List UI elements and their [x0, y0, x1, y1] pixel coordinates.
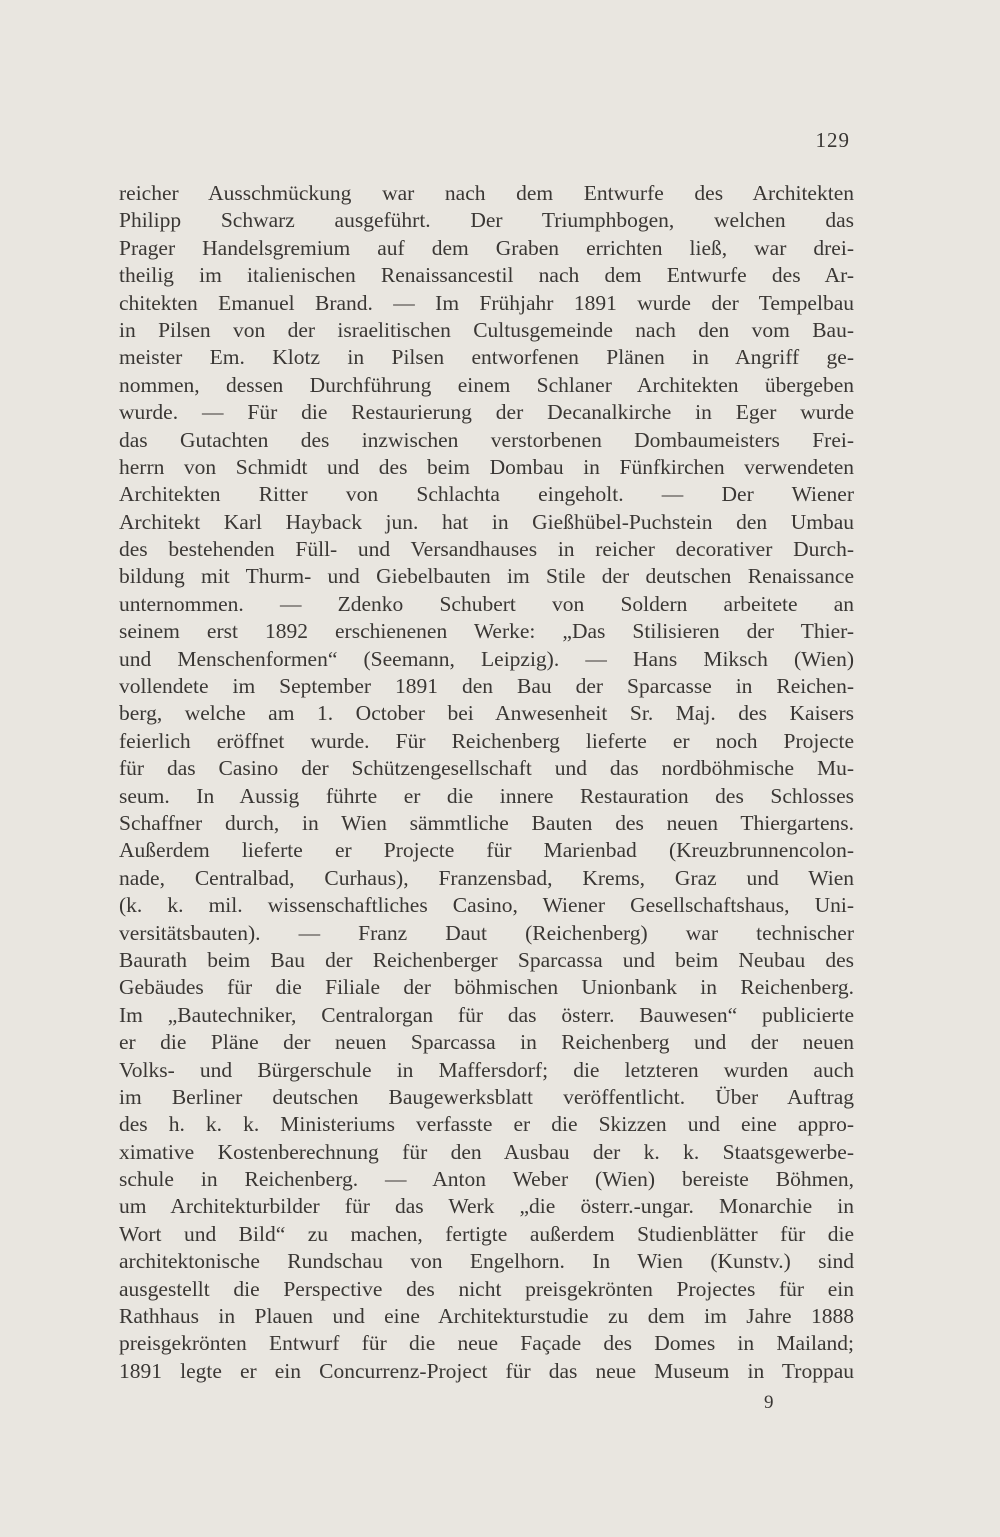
text-line: ausgestellt die Perspective des nicht preisgekrönten Projectes für ein: [119, 1276, 854, 1301]
signature-mark: 9: [764, 1392, 774, 1413]
text-line: und Menschenformen“ (Seemann, Leipzig). — Hans Miksch (Wien): [119, 646, 854, 671]
text-line: Außerdem lieferte er Projecte für Marienbad (Kreuzbrunnencolon-: [119, 838, 854, 863]
text-line: nade, Centralbad, Curhaus), Franzensbad, Krems, Graz und Wien: [119, 865, 854, 890]
text-line: Philipp Schwarz ausgeführt. Der Triumphbogen, welchen das: [119, 208, 854, 233]
text-line: Baurath beim Bau der Reichenberger Sparcassa und beim Neubau des: [119, 947, 854, 972]
body-text: [119, 180, 854, 1385]
text-line: schule in Reichenberg. — Anton Weber (Wien) bereiste Böhmen,: [119, 1167, 854, 1192]
text-line: feierlich eröffnet wurde. Für Reichenberg lieferte er noch Projecte: [119, 728, 854, 753]
text-line: meister Em. Klotz in Pilsen entworfenen Plänen in Angriff ge-: [119, 345, 854, 370]
text-line: für das Casino der Schützengesellschaft und das nordböhmische Mu-: [119, 756, 854, 781]
text-line: wurde. — Für die Restaurierung der Decanalkirche in Eger wurde: [119, 400, 854, 425]
text-line: das Gutachten des inzwischen verstorbenen Dombaumeisters Frei-: [119, 427, 854, 452]
text-line: um Architekturbilder für das Werk „die österr.-ungar. Monarchie in: [119, 1194, 854, 1219]
text-line: bildung mit Thurm- und Giebelbauten im Stile der deutschen Renaissance: [119, 564, 854, 589]
text-line: seum. In Aussig führte er die innere Restauration des Schlosses: [119, 783, 854, 808]
text-line: des bestehenden Füll- und Versandhauses in reicher decorativer Durch-: [119, 537, 854, 562]
page-number: 129: [815, 128, 850, 152]
text-line: in Pilsen von der israelitischen Cultusgemeinde nach den vom Bau-: [119, 317, 854, 342]
text-line: Rathhaus in Plauen und eine Architekturstudie zu dem im Jahre 1888: [119, 1304, 854, 1329]
text-line: Schaffner durch, in Wien sämmtliche Bauten des neuen Thiergartens.: [119, 810, 854, 835]
text-line: architektonische Rundschau von Engelhorn. In Wien (Kunstv.) sind: [119, 1249, 854, 1274]
text-line: nommen, dessen Durchführung einem Schlaner Architekten übergeben: [119, 372, 854, 397]
text-line: Volks- und Bürgerschule in Maffersdorf; die letzteren wurden auch: [119, 1057, 854, 1082]
text-line: berg, welche am 1. October bei Anwesenheit Sr. Maj. des Kaisers: [119, 701, 854, 726]
text-line: seinem erst 1892 erschienenen Werke: „Das Stilisieren der Thier-: [119, 619, 854, 644]
text-line: Architekten Ritter von Schlachta eingeholt. — Der Wiener: [119, 482, 854, 507]
text-line: Gebäudes für die Filiale der böhmischen Unionbank in Reichenberg.: [119, 975, 854, 1000]
text-line: unternommen. — Zdenko Schubert von Soldern arbeitete an: [119, 591, 854, 616]
text-line: reicher Ausschmückung war nach dem Entwurfe des Architekten: [119, 181, 854, 205]
text-line: im Berliner deutschen Baugewerksblatt veröffentlicht. Über Auftrag: [119, 1084, 854, 1109]
text-line: Im „Bautechniker, Centralorgan für das österr. Bauwesen“ publicierte: [119, 1002, 854, 1027]
text-line: Architekt Karl Hayback jun. hat in Gießhübel-Puchstein den Umbau: [119, 509, 854, 534]
text-line: theilig im italienischen Renaissancestil nach dem Entwurfe des Ar-: [119, 263, 854, 288]
text-line: chitekten Emanuel Brand. — Im Frühjahr 1891 wurde der Tempelbau: [119, 290, 854, 315]
text-line: (k. k. mil. wissenschaftliches Casino, Wiener Gesellschaftshaus, Uni-: [119, 893, 854, 918]
text-line: vollendete im September 1891 den Bau der Sparcasse in Reichen-: [119, 674, 854, 699]
text-line: ximative Kostenberechnung für den Ausbau der k. k. Staatsgewerbe-: [119, 1139, 854, 1164]
text-line: Prager Handelsgremium auf dem Graben errichten ließ, war drei-: [119, 235, 854, 260]
text-line: herrn von Schmidt und des beim Dombau in Fünfkirchen verwendeten: [119, 454, 854, 479]
text-line: er die Pläne der neuen Sparcassa in Reichenberg und der neuen: [119, 1030, 854, 1055]
text-line: preisgekrönten Entwurf für die neue Façade des Domes in Mailand;: [119, 1331, 854, 1356]
text-line: versitätsbauten). — Franz Daut (Reichenberg) war technischer: [119, 920, 854, 945]
text-line: Wort und Bild“ zu machen, fertigte außerdem Studienblätter für die: [119, 1221, 854, 1246]
text-line: des h. k. k. Ministeriums verfasste er die Skizzen und eine appro-: [119, 1112, 854, 1137]
text-line: 1891 legte er ein Concurrenz-Project für das neue Museum in Troppau: [119, 1358, 854, 1383]
